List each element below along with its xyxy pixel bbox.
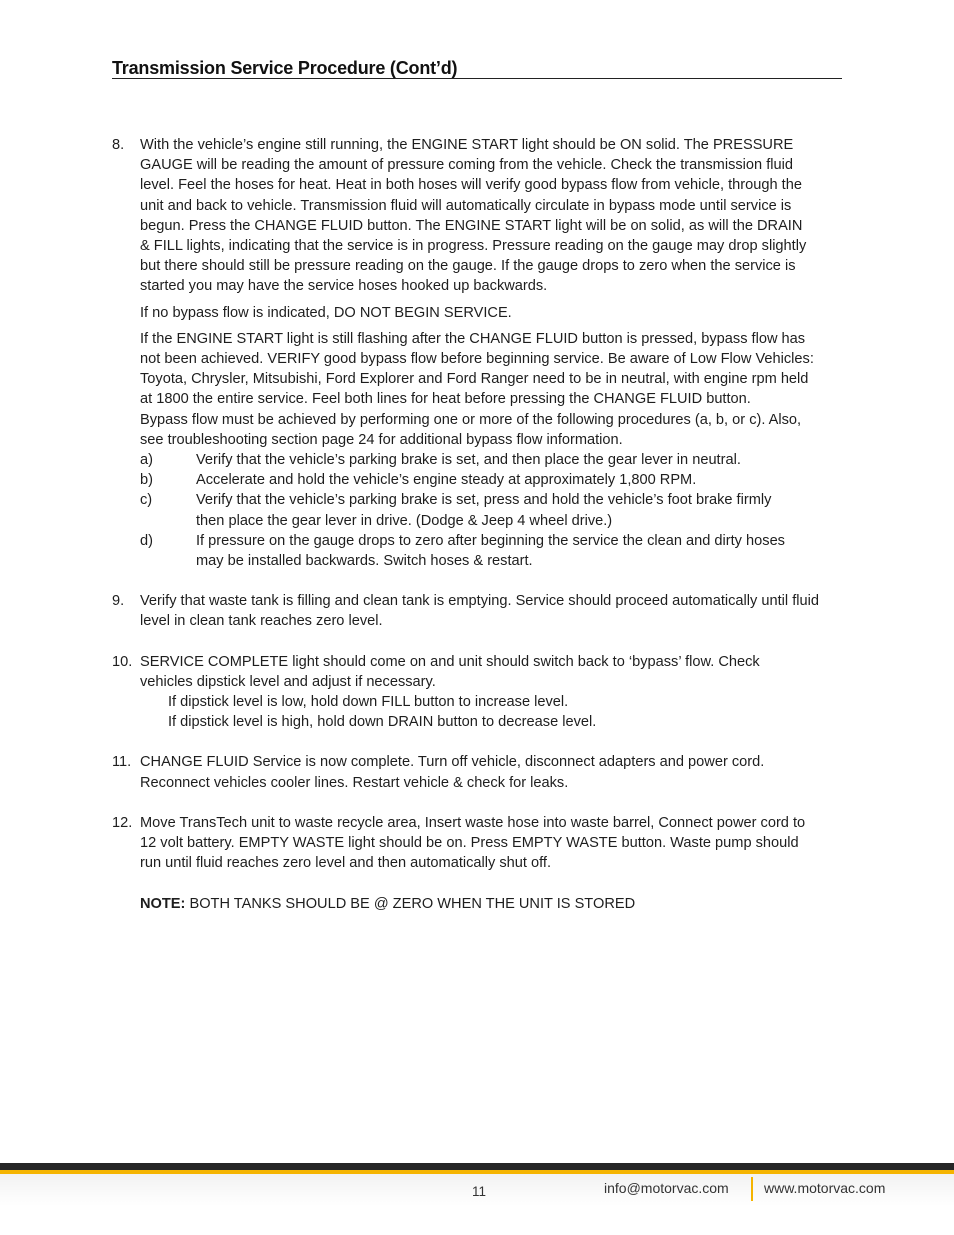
text-line: level. Feel the hoses for heat. Heat in both hoses will verify good bypass flow from vehicle, through the	[140, 177, 802, 194]
footer-separator	[751, 1177, 753, 1201]
text-line: level in clean tank reaches zero level.	[140, 613, 383, 630]
step-number: 8.	[112, 137, 125, 153]
title-rule	[112, 78, 842, 79]
text-line: Verify that the vehicle’s parking brake is set, press and hold the vehicle’s foot brake firmly	[196, 492, 772, 509]
text-line: If the ENGINE START light is still flashing after the CHANGE FLUID button is pressed, bypass flow has	[140, 330, 806, 347]
text-line: & FILL lights, indicating that the service is in progress. Pressure reading on the gauge may drop slightly	[140, 238, 807, 255]
list-letter: d)	[140, 532, 153, 549]
text-line: With the vehicle’s engine still running, the ENGINE START light should be ON solid. The PRESSURE	[140, 137, 794, 153]
procedure-d	[112, 531, 842, 571]
spacer	[112, 571, 842, 591]
step-12	[112, 813, 842, 874]
list-letter: c)	[140, 492, 153, 509]
text-line: If pressure on the gauge drops to zero after beginning the service the clean and dirty hoses	[196, 532, 785, 549]
text-line: run until fluid reaches zero level and then automatically shut off.	[140, 855, 552, 872]
step-8	[112, 135, 842, 450]
text-line: may be installed backwards. Switch hoses & restart.	[196, 553, 533, 570]
text-line: then place the gear lever in drive. (Dodge & Jeep 4 wheel drive.)	[196, 512, 613, 529]
text-line: begun. Press the CHANGE FLUID button. The ENGINE START light will be on solid, as will the DRAIN	[140, 217, 803, 234]
text-line: started you may have the service hoses hooked up backwards.	[140, 278, 548, 295]
step-number: 11.	[112, 754, 132, 771]
text-line: at 1800 the entire service. Feel both lines for heat before pressing the CHANGE FLUID button.	[140, 391, 751, 408]
procedure-a	[112, 450, 842, 470]
spacer	[112, 874, 842, 894]
spacer	[112, 632, 842, 652]
procedure-body	[112, 135, 842, 914]
list-letter: a)	[140, 452, 153, 469]
footer-website-link[interactable]: www.motorvac.com	[764, 1180, 886, 1196]
footer-dark-bar	[0, 1163, 954, 1170]
text-line: CHANGE FLUID Service is now complete. Turn off vehicle, disconnect adapters and power cord.	[140, 754, 765, 771]
text-line: Reconnect vehicles cooler lines. Restart vehicle & check for leaks.	[140, 774, 569, 791]
dipstick-low-instruction: If dipstick level is low, hold down FILL button to increase level.	[168, 694, 569, 711]
text-line: SERVICE COMPLETE light should come on and unit should switch back to ‘bypass’ flow. Check	[140, 653, 760, 670]
text-line: unit and back to vehicle. Transmission fluid will automatically circulate in bypass mode until service is	[140, 197, 792, 214]
text-line: Accelerate and hold the vehicle’s engine steady at approximately 1,800 RPM.	[196, 472, 697, 489]
note-text: BOTH TANKS SHOULD BE @ ZERO WHEN THE UNIT IS STORED	[185, 895, 636, 912]
flashing-light-paragraph	[140, 329, 842, 450]
step-9	[112, 591, 842, 631]
spacer	[112, 732, 842, 752]
step-10	[112, 652, 842, 733]
step-11	[112, 752, 842, 792]
note	[112, 894, 842, 914]
step-8-text	[140, 135, 842, 297]
page-number: 11	[472, 1184, 487, 1199]
text-line: Toyota, Chrysler, Mitsubishi, Ford Explorer and Ford Ranger need to be in neutral, with engine rpm held	[140, 371, 809, 388]
text-line: not been achieved. VERIFY good bypass flow before beginning service. Be aware of Low Flow Vehicles:	[140, 351, 814, 368]
procedure-b	[112, 470, 842, 490]
procedure-c	[112, 490, 842, 530]
text-line: Bypass flow must be achieved by performing one or more of the following procedures (a, b, or c). Also,	[140, 411, 802, 428]
spacer	[112, 793, 842, 813]
footer-email-link[interactable]: info@motorvac.com	[604, 1180, 729, 1196]
step-number: 12.	[112, 814, 133, 831]
text-line: GAUGE will be reading the amount of pressure coming from the vehicle. Check the transmission fluid	[140, 157, 793, 174]
text-line: but there should still be pressure reading on the gauge. If the gauge drops to zero when the service is	[140, 258, 796, 275]
text-line: vehicles dipstick level and adjust if necessary.	[140, 673, 436, 690]
text-line: Verify that waste tank is filling and clean tank is emptying. Service should proceed automatically until fluid	[140, 593, 819, 610]
note-label: NOTE:	[140, 895, 186, 912]
text-line: Move TransTech unit to waste recycle area, Insert waste hose into waste barrel, Connect power cord to	[140, 814, 806, 831]
page-title: Transmission Service Procedure (Cont’d)	[112, 58, 458, 78]
text-line: Verify that the vehicle’s parking brake is set, and then place the gear lever in neutral.	[196, 452, 741, 469]
no-bypass-warning: If no bypass flow is indicated, DO NOT BEGIN SERVICE.	[140, 304, 512, 321]
list-letter: b)	[140, 472, 153, 489]
text-line: see troubleshooting section page 24 for additional bypass flow information.	[140, 431, 623, 448]
step-number: 10.	[112, 653, 133, 670]
dipstick-high-instruction: If dipstick level is high, hold down DRAIN button to decrease level.	[168, 714, 597, 731]
text-line: 12 volt battery. EMPTY WASTE light should be on. Press EMPTY WASTE button. Waste pump should	[140, 835, 799, 852]
bypass-procedures-list	[112, 450, 842, 571]
step-number: 9.	[112, 593, 125, 610]
